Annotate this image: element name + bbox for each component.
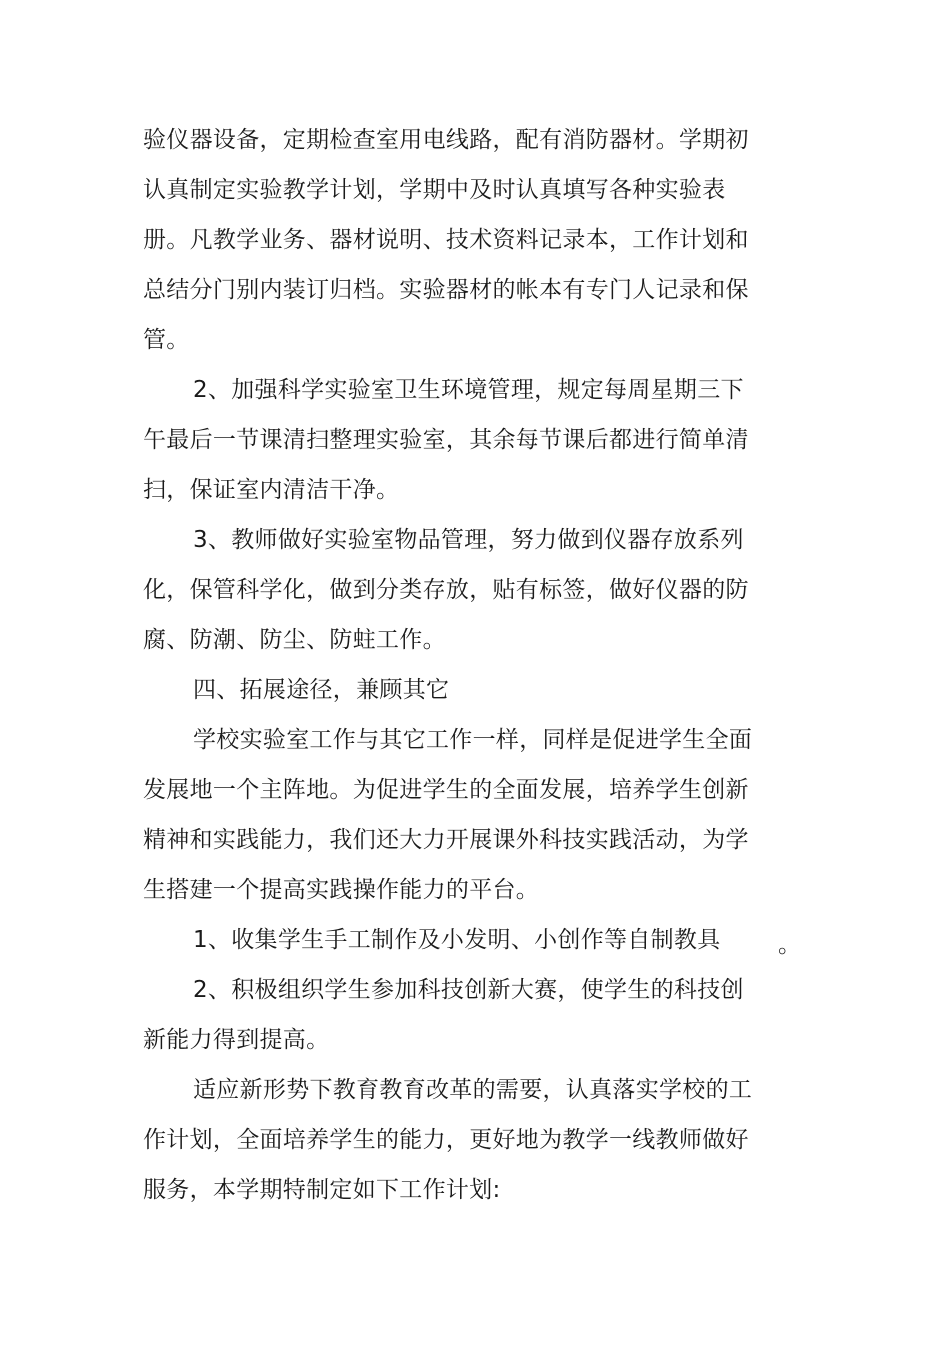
text-line: 化，保管科学化，做到分类存放，贴有标签，做好仪器的防 <box>143 577 749 603</box>
text-line: 验仪器设备，定期检查室用电线路，配有消防器材。学期初 <box>143 127 749 153</box>
paragraph-start-line: 1、收集学生手工制作及小发明、小创作等自制教具 <box>193 927 721 953</box>
paragraph-start-line: 3、教师做好实验室物品管理，努力做到仪器存放系列 <box>193 527 744 553</box>
text-line: 总结分门别内装订归档。实验器材的帐本有专门人记录和保 <box>143 277 749 303</box>
paragraph-start-line: 2、加强科学实验室卫生环境管理，规定每周星期三下 <box>193 377 744 403</box>
text-line: 管。 <box>143 327 190 353</box>
paragraph-start-line: 适应新形势下教育教育改革的需要，认真落实学校的工 <box>193 1077 753 1103</box>
stray-punctuation-mark: 。 <box>778 932 801 958</box>
paragraph-start-line: 2、积极组织学生参加科技创新大赛，使学生的科技创 <box>193 977 744 1003</box>
text-line: 精神和实践能力，我们还大力开展课外科技实践活动，为学 <box>143 827 749 853</box>
text-line: 服务，本学期特制定如下工作计划: <box>143 1177 501 1203</box>
text-line: 新能力得到提高。 <box>143 1027 330 1053</box>
text-line: 作计划，全面培养学生的能力，更好地为教学一线教师做好 <box>143 1127 749 1153</box>
paragraph-start-line: 学校实验室工作与其它工作一样，同样是促进学生全面 <box>193 727 753 753</box>
section-heading: 四、拓展途径，兼顾其它 <box>193 677 450 703</box>
text-line: 生搭建一个提高实践操作能力的平台。 <box>143 877 540 903</box>
text-line: 册。凡教学业务、器材说明、技术资料记录本，工作计划和 <box>143 227 749 253</box>
text-line: 发展地一个主阵地。为促进学生的全面发展，培养学生创新 <box>143 777 749 803</box>
text-line: 午最后一节课清扫整理实验室，其余每节课后都进行简单清 <box>143 427 749 453</box>
text-line: 认真制定实验教学计划，学期中及时认真填写各种实验表 <box>143 177 726 203</box>
text-line: 腐、防潮、防尘、防蛀工作。 <box>143 627 446 653</box>
text-line: 扫，保证室内清洁干净。 <box>143 477 400 503</box>
